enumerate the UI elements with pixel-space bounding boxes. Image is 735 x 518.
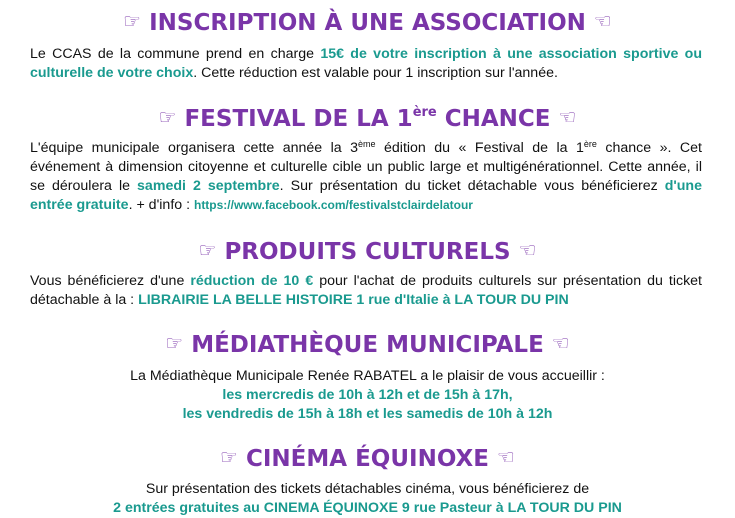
pointing-hand-left-icon: ☞ [158,105,177,129]
pointing-hand-left-icon: ☞ [165,331,184,355]
heading-inscription-text: INSCRIPTION À UNE ASSOCIATION [149,10,586,36]
heading-mediatheque: ☞ MÉDIATHÈQUE MUNICIPALE ☜ [165,331,570,358]
facebook-link[interactable]: https://www.facebook.com/festivalstclairdelatour [193,198,473,212]
pointing-hand-right-icon: ☜ [558,105,577,129]
highlight-date: samedi 2 septembre [137,178,280,194]
paragraph-inscription: Le CCAS de la commune prend en charge 15€ de votre inscription à une association sportive ou culturelle de votre choix. Cette réduction est valable pour 1 inscription sur l'année. [30,46,702,81]
highlight-reduction: réduction de 10 € [190,273,314,289]
pointing-hand-right-icon: ☜ [497,445,515,469]
pointing-hand-right-icon: ☜ [593,9,612,33]
pointing-hand-right-icon: ☜ [518,238,537,262]
mediatheque-intro: La Médiathèque Municipale Renée RABATEL a le plaisir de vous accueillir : [130,368,605,384]
highlight-free-entry: d'une entrée gratuite [30,178,702,213]
paragraph-festival: L'équipe municipale organisera cette année la 3ème édition du « Festival de la 1ère chance ». Cet événement à dimension citoyenne et culturelle cible un public large et multigénérationnel. Cette année, il se déroulera le samedi 2 septembre. Sur présentation du ticket détachable vous bénéficierez d'une entrée gratuite. + d'info : https://www.facebook.com/festivalstclairdelatour [30,139,702,213]
cinema-offer: 2 entrées gratuites au CINEMA ÉQUINOXE 9 rue Pasteur à LA TOUR DU PIN [113,500,622,516]
pointing-hand-left-icon: ☞ [198,238,217,262]
heading-festival: ☞ FESTIVAL DE LA 1ère CHANCE ☜ [158,105,577,132]
mediatheque-hours-2: les vendredis de 15h à 18h et les samedis de 10h à 12h [182,406,553,422]
heading-inscription [0,7,735,37]
heading-cinema: ☞ CINÉMA ÉQUINOXE ☜ [220,445,515,472]
heading-produits-culturels: ☞ PRODUITS CULTURELS ☜ [198,238,537,265]
highlight-15-euros: 15€ de votre inscription à une association sportive ou culturelle de votre choix [30,46,702,81]
pointing-hand-left-icon: ☞ [123,9,142,33]
pointing-hand-left-icon: ☞ [220,445,238,469]
mediatheque-hours-1: les mercredis de 10h à 12h et de 15h à 17h, [222,387,513,403]
highlight-librairie: LIBRAIRIE LA BELLE HISTOIRE 1 rue d'Italie à LA TOUR DU PIN [138,292,569,308]
pointing-hand-right-icon: ☜ [551,331,570,355]
cinema-intro: Sur présentation des tickets détachables cinéma, vous bénéficierez de [145,481,590,497]
paragraph-produits-culturels: Vous bénéficierez d'une réduction de 10 € pour l'achat de produits culturels sur présentation du ticket détachable à la : LIBRAIRIE LA BELLE HISTOIRE 1 rue d'Italie à LA TOUR DU PIN [30,273,702,308]
